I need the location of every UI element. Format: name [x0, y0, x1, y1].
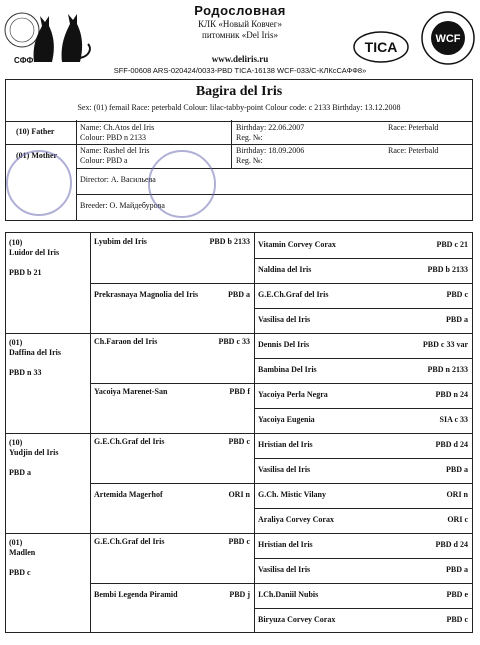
gen3-cell: [254, 283, 472, 308]
gen2-code: PBD a: [228, 290, 250, 299]
gen3-cell: [254, 358, 472, 383]
gen3-cell: [254, 583, 472, 608]
gen2-code: ORI n: [228, 490, 250, 499]
gen2-name: G.E.Ch.Graf del Iris: [94, 437, 165, 446]
gen3-name: G.E.Ch.Graf del Iris: [258, 290, 329, 299]
gen3-code: ORI n: [446, 490, 468, 499]
gen1-code: PBD a: [9, 468, 31, 477]
club-name: КЛК «Новый Ковчег»: [198, 19, 282, 29]
gen3-name: Vitamin Corvey Corax: [258, 240, 336, 249]
gen3-cell: [254, 258, 472, 283]
gen2-cell: [90, 233, 254, 283]
gen3-code: ORI c: [447, 515, 468, 524]
gen3-name: Vasilisa del Iris: [258, 315, 311, 324]
gen2-cell: [90, 533, 254, 583]
gen1-name: Daffina del Iris: [9, 348, 61, 357]
gen2-cell: [90, 283, 254, 333]
gen3-cell: [254, 433, 472, 458]
gen2-name: Bembi Legenda Piramid: [94, 590, 178, 599]
father-reg: Reg. №:: [236, 133, 263, 142]
father-colour: Colour: PBD n 2133: [80, 133, 147, 142]
mother-colour: Colour: PBD a: [80, 156, 128, 165]
breeder: Breeder: О. Майдебурова: [80, 201, 165, 210]
gen3-name: I.Ch.Daniil Nubis: [258, 590, 319, 599]
gen1-name: Madlen: [9, 548, 36, 557]
gen3-name: Hristian del Iris: [258, 540, 313, 549]
gen1-label: (10): [9, 438, 23, 447]
parents-section: [5, 120, 473, 221]
gen3-name: Yacoiya Perla Negra: [258, 390, 328, 399]
gen3-code: PBD c 33 var: [422, 340, 468, 349]
father-name: Name: Ch.Atos del Iris: [80, 123, 155, 132]
gen3-code: PBD b 2133: [427, 265, 468, 274]
club-stamp: [148, 150, 216, 218]
gen1-label: (10): [9, 238, 23, 247]
gen3-code: PBD c: [446, 290, 468, 299]
tica-logo: [352, 30, 410, 64]
gen3-name: Vasilisa del Iris: [258, 565, 311, 574]
director: Director: А. Васильева: [80, 175, 156, 184]
cattery-stamp: [6, 150, 72, 216]
pedigree-table: [5, 232, 473, 633]
father-race: Race: Peterbald: [388, 123, 439, 132]
gen1-code: PBD b 21: [9, 268, 42, 277]
cat-name: Bagira del Iris: [195, 84, 283, 99]
gen3-cell: [254, 308, 472, 333]
gen2-code: PBD b 2133: [209, 237, 250, 246]
sff-logo-text: СФФ: [14, 56, 34, 65]
gen2-code: PBD f: [229, 387, 250, 396]
mother-reg: Reg. №:: [236, 156, 263, 165]
mother-name: Name: Rashel del Iris: [80, 146, 150, 155]
father-birthday: Birthday: 22.06.2007: [236, 123, 305, 132]
mother-race: Race: Peterbald: [388, 146, 439, 155]
gen3-cell: [254, 408, 472, 433]
gen1-name: Yudjin del Iris: [9, 448, 59, 457]
gen1-cell: [6, 433, 90, 533]
gen3-cell: [254, 333, 472, 358]
gen1-label: (01): [9, 538, 23, 547]
gen2-code: PBD c 33: [218, 337, 250, 346]
gen2-name: Yacoiya Marenet-San: [94, 387, 168, 396]
gen3-name: G.Ch. Mistic Vilany: [258, 490, 327, 499]
gen3-cell: [254, 508, 472, 533]
gen3-name: Yacoiya Eugenia: [258, 415, 315, 424]
gen3-name: Dennis Del Iris: [258, 340, 310, 349]
website: www.deliris.ru: [211, 54, 269, 64]
tica-logo-text: TICA: [364, 39, 398, 55]
gen3-code: PBD n 24: [435, 390, 468, 399]
gen2-cell: [90, 583, 254, 632]
gen3-name: Biryuza Corvey Corax: [258, 615, 336, 624]
wcf-logo-text: WCF: [435, 33, 461, 45]
gen3-cell: [254, 558, 472, 583]
mother-birthday: Birthday: 18.09.2006: [236, 146, 305, 155]
gen3-name: Hristian del Iris: [258, 440, 313, 449]
gen3-code: PBD n 2133: [427, 365, 468, 374]
gen3-name: Bambina Del Iris: [258, 365, 317, 374]
gen2-cell: [90, 433, 254, 483]
gen1-code: PBD n 33: [9, 368, 42, 377]
gen3-cell: [254, 533, 472, 558]
mother-label: (01) Mother: [16, 151, 58, 160]
gen2-code: PBD c: [228, 437, 250, 446]
cat-info-box: [5, 79, 473, 122]
father-label: (10) Father: [16, 127, 55, 136]
gen3-cell: [254, 383, 472, 408]
gen2-cell: [90, 483, 254, 533]
gen3-code: PBD c 21: [436, 240, 468, 249]
gen3-code: PBD e: [446, 590, 468, 599]
gen3-cell: [254, 483, 472, 508]
gen3-code: PBD a: [446, 315, 468, 324]
gen2-name: Lyubim del Iris: [94, 237, 147, 246]
gen2-code: PBD c: [228, 537, 250, 546]
gen2-name: Ch.Faraon del Iris: [94, 337, 158, 346]
gen2-name: Prekrasnaya Magnolia del Iris: [94, 290, 199, 299]
gen2-name: Artemida Magerhof: [94, 490, 163, 499]
cat-details: Sex: (01) femail Race: peterbald Colour: lilac-tabby-point Colour code: c 2133 Birthday: 13.12.2008: [77, 103, 401, 112]
gen2-name: G.E.Ch.Graf del Iris: [94, 537, 165, 546]
gen3-name: Naldina del Iris: [258, 265, 312, 274]
gen1-label: (01): [9, 338, 23, 347]
gen1-name: Luidor del Iris: [9, 248, 60, 257]
gen3-name: Vasilisa del Iris: [258, 465, 311, 474]
gen3-name: Araliya Corvey Corax: [258, 515, 334, 524]
gen1-cell: [6, 233, 90, 333]
wcf-logo: [420, 8, 476, 68]
document-title: Родословная: [194, 3, 286, 18]
gen3-code: SIA c 33: [439, 415, 468, 424]
gen2-code: PBD j: [229, 590, 250, 599]
gen3-cell: [254, 608, 472, 632]
gen1-cell: [6, 533, 90, 632]
gen3-code: PBD a: [446, 465, 468, 474]
gen3-code: PBD d 24: [435, 440, 468, 449]
registration-codes: SFF-00608 ARS-020424/0033-PBD TICA-16138 WCF-033/С-КЛКсСАФФ8»: [113, 66, 367, 75]
gen3-cell: [254, 458, 472, 483]
gen1-code: PBD c: [9, 568, 31, 577]
gen3-code: PBD a: [446, 565, 468, 574]
gen2-cell: [90, 333, 254, 383]
cattery-name: питомник «Del Iris»: [202, 30, 278, 40]
gen3-code: PBD d 24: [435, 540, 468, 549]
gen3-cell: [254, 233, 472, 258]
gen2-cell: [90, 383, 254, 433]
gen1-cell: [6, 333, 90, 433]
gen3-code: PBD c: [446, 615, 468, 624]
